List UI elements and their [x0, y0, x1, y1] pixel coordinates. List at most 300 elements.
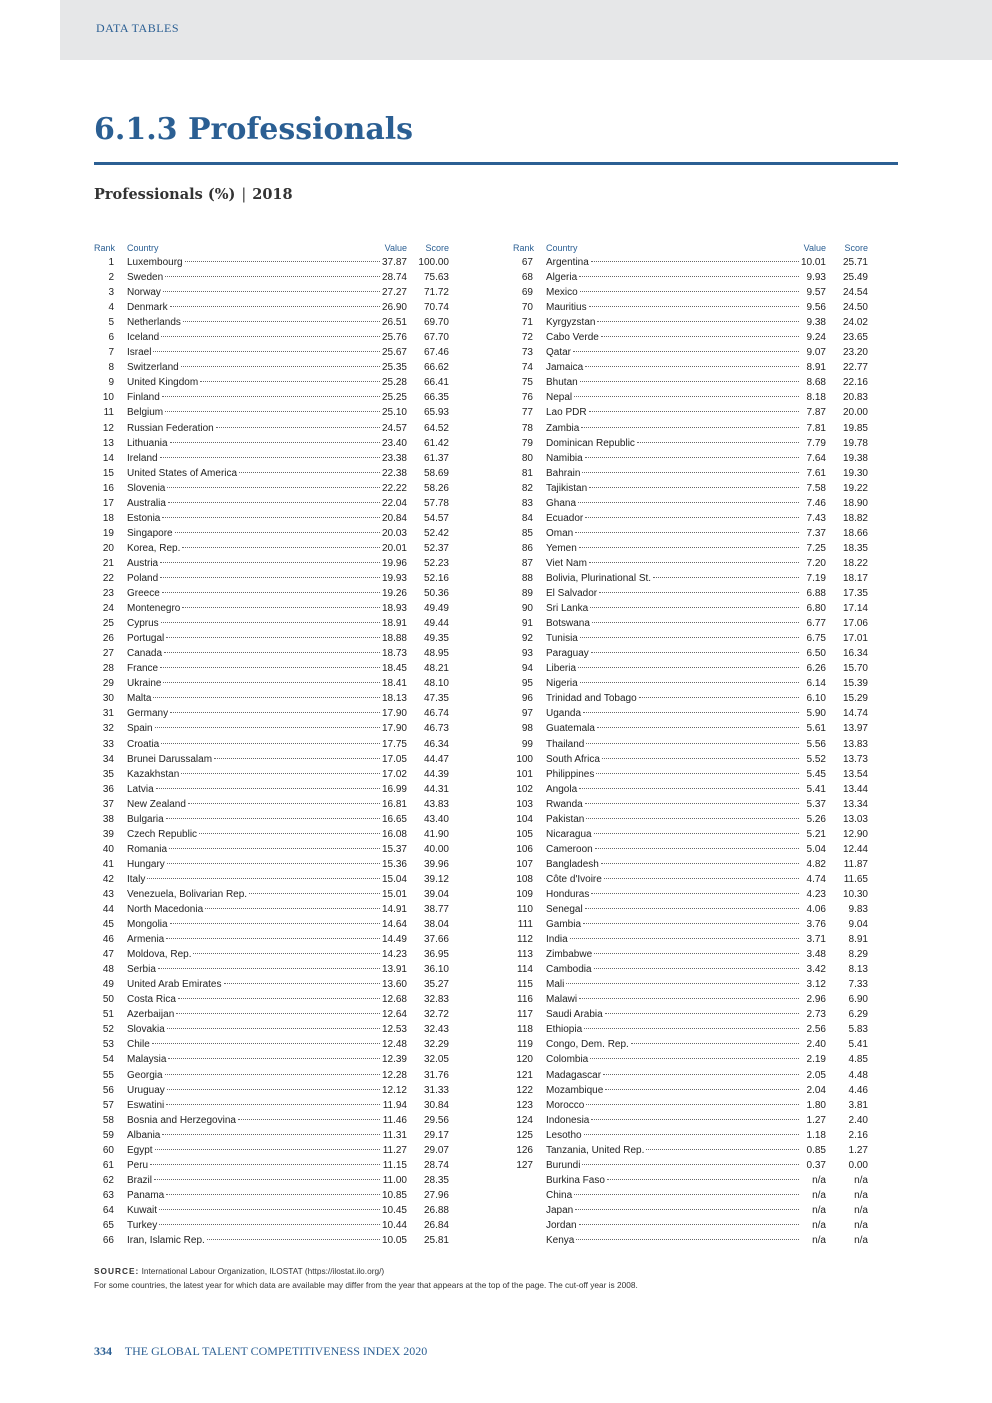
country-name: El Salvador — [546, 588, 598, 600]
table-row — [94, 481, 449, 496]
country-name: India — [546, 934, 568, 946]
dot-leader — [166, 1104, 380, 1105]
country-cell — [127, 436, 381, 451]
country-cell — [546, 827, 800, 842]
table-row — [513, 691, 868, 706]
country-cell — [127, 1158, 381, 1173]
dot-leader — [161, 743, 380, 744]
country-cell — [127, 360, 381, 375]
table-row — [94, 932, 449, 947]
dot-leader — [164, 652, 380, 653]
dot-leader — [580, 381, 799, 382]
country-name: Hungary — [127, 858, 165, 870]
country-cell — [127, 902, 381, 917]
score-cell: 12.90 — [842, 828, 868, 840]
dot-leader — [161, 622, 380, 623]
dot-leader — [575, 1209, 799, 1210]
score-cell: 58.69 — [423, 467, 449, 479]
value-cell: 8.18 — [806, 392, 826, 404]
country-name: Slovenia — [127, 482, 166, 494]
table-row — [513, 1037, 868, 1052]
score-cell: 10.30 — [842, 888, 868, 900]
value-cell: 19.26 — [381, 588, 407, 600]
country-name: Dominican Republic — [546, 437, 635, 449]
score-cell: 52.37 — [423, 542, 449, 554]
country-name: Ukraine — [127, 678, 162, 690]
score-cell: 44.31 — [423, 783, 449, 795]
dot-leader — [214, 758, 380, 759]
dot-leader — [580, 682, 799, 683]
score-cell: 17.35 — [842, 588, 868, 600]
country-cell — [127, 1233, 381, 1248]
country-cell — [546, 977, 800, 992]
rank-cell: 99 — [521, 738, 533, 750]
table-row — [513, 405, 868, 420]
score-cell: 18.66 — [842, 527, 868, 539]
country-name: Armenia — [127, 934, 165, 946]
country-name: Honduras — [546, 888, 590, 900]
country-name: Estonia — [127, 512, 161, 524]
country-name: Singapore — [127, 527, 173, 539]
table-row — [513, 1158, 868, 1173]
rank-cell: 10 — [102, 392, 114, 404]
score-cell: 1.27 — [848, 1144, 868, 1156]
table-row — [94, 556, 449, 571]
dot-leader — [594, 833, 799, 834]
value-cell: 0.37 — [806, 1159, 826, 1171]
score-cell: 3.81 — [848, 1099, 868, 1111]
dot-leader — [170, 306, 380, 307]
country-cell — [546, 1068, 800, 1083]
table-row — [513, 1113, 868, 1128]
value-cell: 3.71 — [806, 934, 826, 946]
table-row — [513, 300, 868, 315]
country-name: Russian Federation — [127, 422, 214, 434]
table-row — [94, 1143, 449, 1158]
dot-leader — [182, 547, 380, 548]
source-label: SOURCE: — [94, 1266, 140, 1276]
rank-cell: 40 — [102, 843, 114, 855]
country-name: Malaysia — [127, 1054, 167, 1066]
rank-cell: 32 — [102, 723, 114, 735]
country-cell — [127, 706, 381, 721]
table-row — [513, 586, 868, 601]
table-row — [513, 421, 868, 436]
table-row — [513, 797, 868, 812]
country-name: Belgium — [127, 407, 164, 419]
country-name: Cabo Verde — [546, 332, 599, 344]
rank-cell: 112 — [517, 934, 533, 946]
table-column-right — [513, 243, 868, 1248]
dot-leader — [597, 727, 799, 728]
country-cell — [546, 631, 800, 646]
value-cell: 7.64 — [806, 452, 826, 464]
table-row — [513, 977, 868, 992]
table-row — [513, 1173, 868, 1188]
table-row — [94, 1083, 449, 1098]
country-name: Latvia — [127, 783, 154, 795]
rank-cell: 34 — [102, 753, 114, 765]
value-cell: 13.91 — [381, 964, 407, 976]
country-name: Argentina — [546, 257, 589, 268]
table-row — [513, 601, 868, 616]
value-cell: 15.36 — [381, 858, 407, 870]
country-name: Tajikistan — [546, 482, 588, 494]
country-cell — [546, 1188, 800, 1203]
score-cell: 14.74 — [842, 708, 868, 720]
country-name: Botswana — [546, 618, 590, 630]
table-row — [94, 857, 449, 872]
country-cell — [546, 646, 800, 661]
country-cell — [546, 571, 800, 586]
table-row — [513, 1052, 868, 1067]
table-row — [513, 706, 868, 721]
country-cell — [546, 1113, 800, 1128]
score-cell: 61.37 — [423, 452, 449, 464]
title-divider — [94, 162, 898, 165]
score-cell: 43.40 — [423, 813, 449, 825]
score-cell: 17.14 — [842, 603, 868, 615]
table-row — [94, 511, 449, 526]
rank-cell: 124 — [516, 1114, 533, 1126]
value-cell: 17.75 — [381, 738, 407, 750]
value-cell: 9.56 — [806, 302, 826, 314]
column-header-country: Country — [127, 243, 159, 253]
table-row — [94, 1022, 449, 1037]
dot-leader — [589, 487, 799, 488]
score-cell: 19.78 — [842, 437, 868, 449]
score-cell: 23.20 — [842, 347, 868, 359]
value-cell: n/a — [812, 1174, 826, 1186]
value-cell: 12.68 — [381, 994, 407, 1006]
country-name: Romania — [127, 843, 168, 855]
rank-cell: 43 — [102, 888, 114, 900]
country-cell — [127, 767, 381, 782]
score-cell: 54.57 — [423, 512, 449, 524]
country-name: Algeria — [546, 272, 578, 284]
dot-leader — [163, 291, 380, 292]
country-name: Saudi Arabia — [546, 1009, 603, 1021]
dot-leader — [586, 818, 799, 819]
value-cell: 26.51 — [381, 317, 407, 329]
rank-cell: 80 — [521, 452, 533, 464]
score-cell: 61.42 — [423, 437, 449, 449]
rank-cell: 125 — [516, 1129, 533, 1141]
table-row — [513, 737, 868, 752]
value-cell: 3.12 — [806, 979, 826, 991]
country-cell — [546, 541, 800, 556]
dot-leader — [181, 366, 380, 367]
column-header-rank: Rank — [94, 243, 116, 253]
country-name: Zimbabwe — [546, 949, 593, 961]
country-name: Namibia — [546, 452, 583, 464]
score-cell: 67.70 — [423, 332, 449, 344]
dot-leader — [646, 1149, 799, 1150]
table-row — [94, 345, 449, 360]
score-cell: 66.41 — [423, 377, 449, 389]
score-cell: 27.96 — [423, 1189, 449, 1201]
table-row — [513, 782, 868, 797]
rank-cell: 64 — [102, 1204, 114, 1216]
value-cell: 19.96 — [381, 557, 407, 569]
score-cell: 2.16 — [848, 1129, 868, 1141]
country-name: Czech Republic — [127, 828, 198, 840]
rank-cell: 101 — [516, 768, 533, 780]
score-cell: 57.78 — [423, 497, 449, 509]
table-row — [94, 466, 449, 481]
country-cell — [127, 947, 381, 962]
table-column-left — [94, 243, 449, 1248]
country-name: Israel — [127, 347, 152, 359]
dot-leader — [162, 592, 380, 593]
country-cell — [546, 1203, 800, 1218]
country-cell — [127, 496, 381, 511]
rank-cell: 35 — [102, 768, 114, 780]
country-name: Paraguay — [546, 648, 589, 660]
score-cell: 38.77 — [423, 904, 449, 916]
country-name: Switzerland — [127, 362, 179, 374]
country-name: Zambia — [546, 422, 580, 434]
table-row — [513, 345, 868, 360]
country-cell — [546, 842, 800, 857]
country-name: Bangladesh — [546, 858, 599, 870]
table-row — [513, 1022, 868, 1037]
table-row — [513, 616, 868, 631]
dot-leader — [604, 878, 799, 879]
table-row — [94, 586, 449, 601]
rank-cell: 116 — [517, 994, 533, 1006]
score-cell: 13.34 — [842, 798, 868, 810]
rank-cell: 123 — [516, 1099, 533, 1111]
value-cell: 9.07 — [806, 347, 826, 359]
value-cell: 18.41 — [381, 678, 407, 690]
table-row — [513, 1098, 868, 1113]
rank-cell: 79 — [521, 437, 533, 449]
value-cell: 37.87 — [381, 257, 407, 268]
value-cell: 7.37 — [806, 527, 826, 539]
value-cell: 18.45 — [381, 663, 407, 675]
rank-cell: 36 — [102, 783, 114, 795]
dot-leader — [153, 697, 380, 698]
score-cell: 9.83 — [848, 904, 868, 916]
dot-leader — [591, 261, 799, 262]
value-cell: 2.56 — [806, 1024, 826, 1036]
rank-cell: 114 — [517, 964, 533, 976]
table-row — [94, 315, 449, 330]
country-cell — [546, 767, 800, 782]
dot-leader — [585, 457, 799, 458]
table-row — [513, 360, 868, 375]
country-name: Tunisia — [546, 633, 578, 645]
rank-cell: 95 — [521, 678, 533, 690]
indicator-name: Professionals (%) — [94, 186, 236, 203]
country-name: Serbia — [127, 964, 156, 976]
country-cell — [127, 511, 381, 526]
country-cell — [127, 691, 381, 706]
dot-leader — [585, 366, 799, 367]
rank-cell: 96 — [521, 693, 533, 705]
country-name: Oman — [546, 527, 574, 539]
country-cell — [127, 842, 381, 857]
rank-cell: 29 — [102, 678, 114, 690]
country-name: Poland — [127, 572, 159, 584]
country-cell — [546, 315, 800, 330]
dot-leader — [585, 517, 799, 518]
country-name: Austria — [127, 557, 159, 569]
dot-leader — [578, 667, 799, 668]
dot-leader — [168, 502, 380, 503]
value-cell: 7.46 — [806, 497, 826, 509]
country-cell — [546, 797, 800, 812]
table-row — [94, 541, 449, 556]
rank-cell: 12 — [102, 422, 114, 434]
table-row — [513, 436, 868, 451]
country-name: Malawi — [546, 994, 578, 1006]
value-cell: 5.56 — [806, 738, 826, 750]
score-cell: 46.34 — [423, 738, 449, 750]
rank-cell: 17 — [102, 497, 114, 509]
score-cell: 32.05 — [423, 1054, 449, 1066]
country-name: Guatemala — [546, 723, 595, 735]
value-cell: n/a — [812, 1235, 826, 1247]
score-cell: n/a — [854, 1204, 868, 1216]
country-cell — [546, 1052, 800, 1067]
value-cell: 12.53 — [381, 1024, 407, 1036]
dot-leader — [216, 427, 380, 428]
value-cell: 25.10 — [381, 407, 407, 419]
rank-cell: 59 — [102, 1129, 114, 1141]
table-row — [94, 405, 449, 420]
dot-leader — [589, 562, 799, 563]
rank-cell: 121 — [516, 1069, 533, 1081]
country-name: Peru — [127, 1159, 149, 1171]
country-name: Ecuador — [546, 512, 584, 524]
country-name: Bolivia, Plurinational St. — [546, 572, 652, 584]
value-cell: 2.73 — [806, 1009, 826, 1021]
rank-cell: 49 — [102, 979, 114, 991]
country-cell — [546, 270, 800, 285]
score-cell: 24.02 — [842, 317, 868, 329]
score-cell: 4.48 — [848, 1069, 868, 1081]
country-name: Brazil — [127, 1174, 153, 1186]
country-name: Cameroon — [546, 843, 593, 855]
score-cell: 66.35 — [423, 392, 449, 404]
score-cell: 6.90 — [848, 994, 868, 1006]
country-name: Mali — [546, 979, 565, 991]
country-cell — [127, 556, 381, 571]
country-cell — [546, 752, 800, 767]
table-row — [94, 676, 449, 691]
table-row — [513, 947, 868, 962]
value-cell: 20.84 — [381, 512, 407, 524]
country-name: Finland — [127, 392, 160, 404]
country-cell — [127, 676, 381, 691]
country-cell — [546, 1083, 800, 1098]
country-cell — [546, 481, 800, 496]
section-label: DATA TABLES — [96, 21, 180, 35]
country-name: Liberia — [546, 663, 577, 675]
score-cell: 29.17 — [423, 1129, 449, 1141]
rank-cell: 44 — [102, 904, 114, 916]
table-row — [513, 872, 868, 887]
country-name: Eswatini — [127, 1099, 165, 1111]
value-cell: 5.45 — [806, 768, 826, 780]
score-cell: 22.16 — [842, 377, 868, 389]
value-cell: 14.23 — [381, 949, 407, 961]
value-cell: 11.31 — [382, 1129, 407, 1141]
value-cell: 1.18 — [806, 1129, 826, 1141]
score-cell: 48.21 — [423, 663, 449, 675]
country-name: Angola — [546, 783, 578, 795]
value-cell: 7.79 — [806, 437, 826, 449]
score-cell: 8.29 — [848, 949, 868, 961]
dot-leader — [147, 878, 380, 879]
country-name: Ethiopia — [546, 1024, 583, 1036]
country-name: Bahrain — [546, 467, 581, 479]
country-name: Ireland — [127, 452, 158, 464]
rank-cell: 51 — [102, 1009, 114, 1021]
value-cell: 19.93 — [381, 572, 407, 584]
score-cell: 29.56 — [423, 1114, 449, 1126]
rank-cell: 66 — [102, 1235, 114, 1247]
table-row — [94, 1098, 449, 1113]
table-row — [94, 782, 449, 797]
rank-cell: 19 — [102, 527, 114, 539]
rank-cell: 87 — [521, 557, 533, 569]
table-row — [94, 616, 449, 631]
country-name: Bulgaria — [127, 813, 164, 825]
table-row — [513, 375, 868, 390]
country-name: Colombia — [546, 1054, 589, 1066]
rank-cell: 2 — [108, 272, 114, 284]
country-cell — [546, 932, 800, 947]
country-name: Thailand — [546, 738, 585, 750]
score-cell: 8.91 — [848, 934, 868, 946]
table-row — [513, 857, 868, 872]
rank-cell: 107 — [516, 858, 533, 870]
country-name: Bosnia and Herzegovina — [127, 1114, 236, 1126]
score-cell: 32.43 — [423, 1024, 449, 1036]
table-header — [513, 243, 868, 255]
country-cell — [127, 1203, 381, 1218]
country-cell — [546, 992, 800, 1007]
rank-cell: 118 — [517, 1024, 533, 1036]
rank-cell: 120 — [516, 1054, 533, 1066]
rank-cell: 26 — [102, 633, 114, 645]
score-cell: 49.44 — [423, 618, 449, 630]
value-cell: 25.25 — [381, 392, 407, 404]
column-header-country: Country — [546, 243, 578, 253]
country-name: Malta — [127, 693, 152, 705]
score-cell: 32.72 — [423, 1009, 449, 1021]
value-cell: 17.90 — [381, 723, 407, 735]
table-row — [513, 676, 868, 691]
dot-leader — [162, 396, 380, 397]
table-row — [94, 737, 449, 752]
score-cell: 11.65 — [843, 873, 868, 885]
value-cell: 7.87 — [806, 407, 826, 419]
table-row — [94, 977, 449, 992]
country-cell — [127, 586, 381, 601]
score-cell: 23.65 — [842, 332, 868, 344]
score-cell: 19.22 — [842, 482, 868, 494]
table-row — [94, 1173, 449, 1188]
dot-leader — [602, 758, 799, 759]
dot-leader — [591, 893, 799, 894]
score-cell: 26.88 — [423, 1204, 449, 1216]
country-cell — [127, 481, 381, 496]
table-row — [513, 767, 868, 782]
